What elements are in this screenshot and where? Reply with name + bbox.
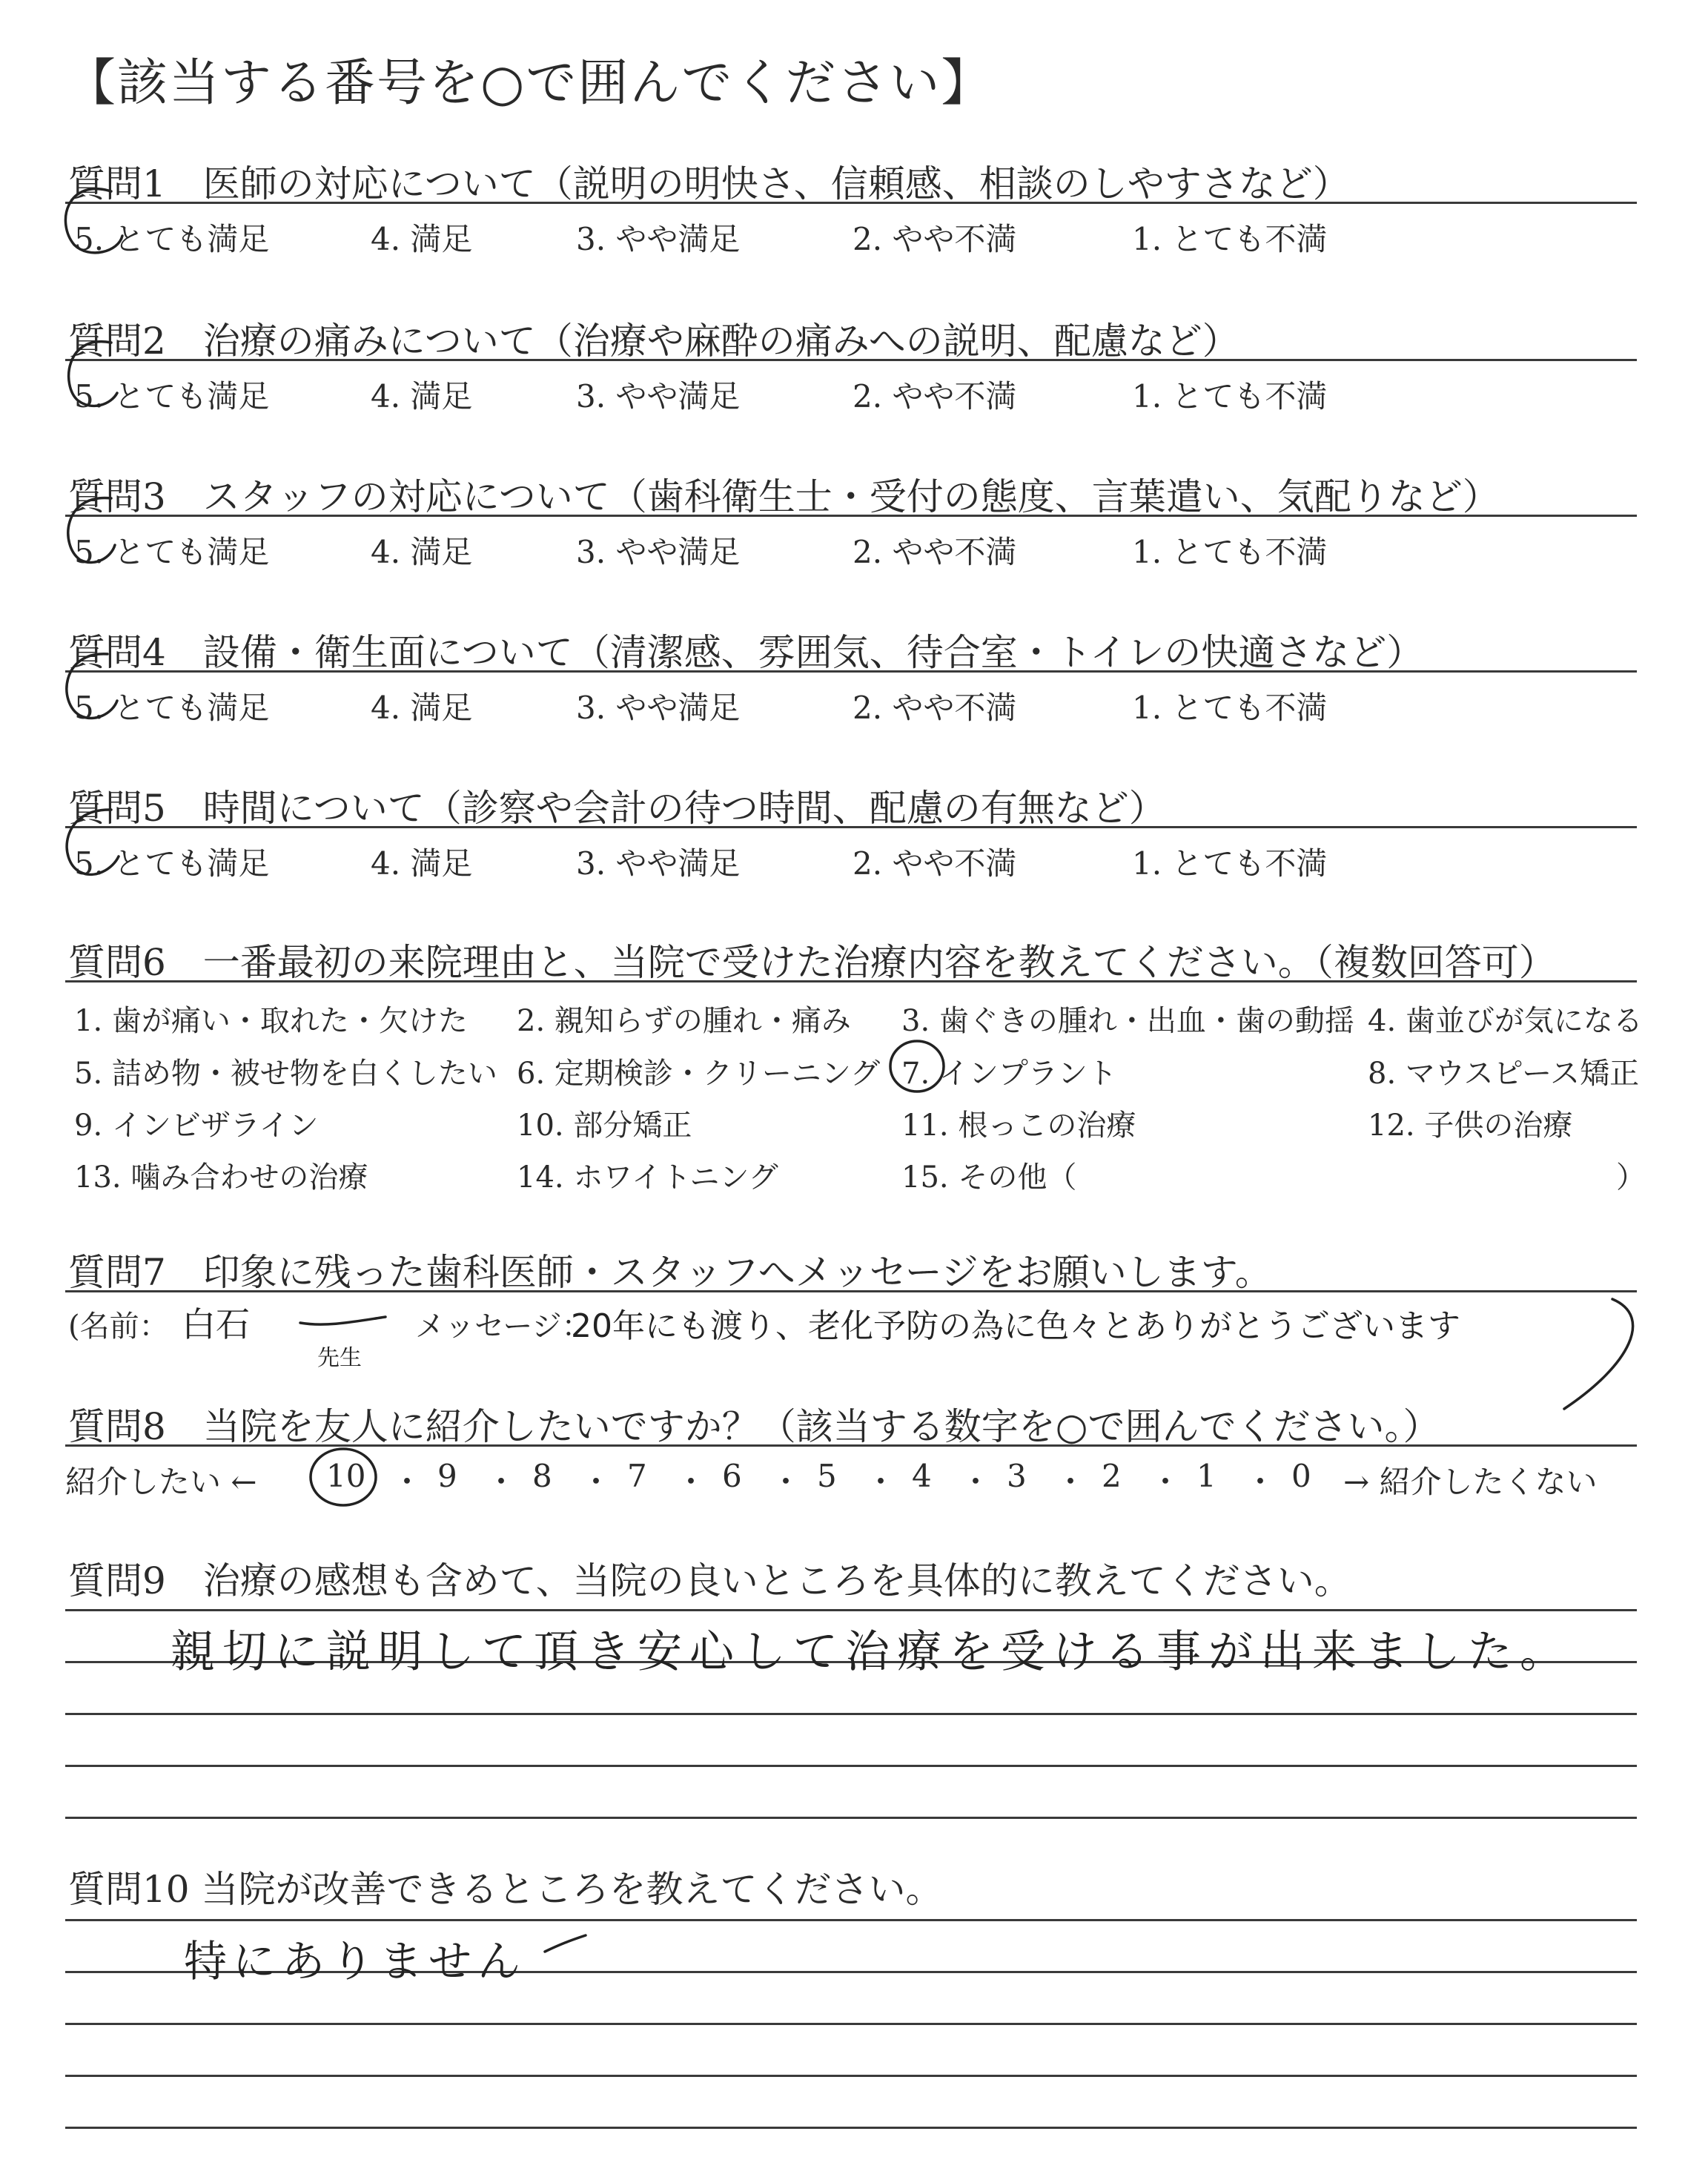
divider [65,1290,1637,1292]
q4-option-1[interactable]: 1. とても不満 [1132,690,1328,726]
q2-option-5[interactable]: 5. とても満足 [74,378,270,415]
q6-option-12[interactable]: 12. 子供の治療 [1368,1109,1573,1143]
q2-option-4[interactable]: 4. 満足 [371,378,473,415]
divider [65,515,1637,517]
q8-scale-7[interactable]: 7 [627,1458,647,1494]
divider [65,980,1637,982]
q2-title: 質問2 治療の痛みについて（治療や麻酔の痛みへの説明、配慮など） [68,320,1239,363]
q6-option-13[interactable]: 13. 噛み合わせの治療 [74,1160,368,1195]
q8-scale-5[interactable]: 5 [817,1458,837,1494]
q4-option-2[interactable]: 2. やや不満 [853,690,1017,726]
q3-option-4[interactable]: 4. 満足 [371,534,473,570]
q4-title: 質問4 設備・衛生面について（清潔感、雰囲気、待合室・トイレの快適さなど） [68,631,1424,674]
q8-scale-10[interactable]: 10 [326,1458,366,1494]
answer-line [65,1919,1637,1921]
answer-line [65,1609,1637,1611]
q6-option-6[interactable]: 6. 定期検診・クリーニング [517,1057,881,1091]
q8-left-label: 紹介したい ← [65,1464,257,1500]
q6-option-5[interactable]: 5. 詰め物・被せ物を白くしたい [74,1057,497,1091]
q7-name-label: (名前： [68,1309,169,1344]
q3-title: 質問3 スタッフの対応について（歯科衛生士・受付の態度、言葉遣い、気配りなど） [68,475,1500,518]
q1-option-5[interactable]: 5. とても満足 [74,221,270,257]
divider [65,1444,1637,1447]
q8-separator: ・ [1055,1464,1087,1500]
q10-handwritten-answer: 特にありません [184,1936,527,1986]
q1-option-2[interactable]: 2. やや不満 [853,221,1017,257]
q6-option-11[interactable]: 11. 根っこの治療 [901,1109,1136,1143]
q8-separator: ・ [675,1464,707,1500]
q2-option-1[interactable]: 1. とても不満 [1132,378,1328,415]
q6-option-8[interactable]: 8. マウスピース矯正 [1368,1057,1640,1091]
q6-option-9[interactable]: 9. インビザライン [74,1109,319,1143]
q8-right-label: → 紹介したくない [1343,1464,1598,1500]
q8-scale-6[interactable]: 6 [722,1458,742,1494]
divider [65,670,1637,673]
divider [65,359,1637,361]
q6-option-7[interactable]: 7. インプラント [901,1057,1117,1091]
q10-answer-stroke [545,1935,586,1952]
answer-line [65,1765,1637,1767]
q5-option-2[interactable]: 2. やや不満 [853,845,1017,882]
q3-option-5[interactable]: 5. とても満足 [74,534,270,570]
q8-separator: ・ [580,1464,612,1500]
q6-title: 質問6 一番最初の来院理由と、当院で受けた治療内容を教えてください。（複数回答可） [68,941,1556,984]
q3-option-2[interactable]: 2. やや不満 [853,534,1017,570]
q8-scale-4[interactable]: 4 [912,1458,932,1494]
q1-option-4[interactable]: 4. 満足 [371,221,473,257]
answer-line [65,2127,1637,2129]
q2-option-3[interactable]: 3. やや満足 [576,378,741,415]
q7-pen-flourish [1564,1299,1633,1409]
answer-line [65,1817,1637,1819]
q7-title: 質問7 印象に残った歯科医師・スタッフへメッセージをお願いします。 [68,1251,1272,1294]
q8-separator: ・ [391,1464,423,1500]
answer-line [65,1713,1637,1715]
q8-scale-1[interactable]: 1 [1196,1458,1217,1494]
q3-option-1[interactable]: 1. とても不満 [1132,534,1328,570]
q2-option-2[interactable]: 2. やや不満 [853,378,1017,415]
q5-option-4[interactable]: 4. 満足 [371,845,473,882]
q7-message-label: メッセージ： [415,1309,592,1344]
q8-scale-2[interactable]: 2 [1102,1458,1122,1494]
q6-option-2[interactable]: 2. 親知らずの腫れ・痛み [517,1004,851,1038]
q8-scale-0[interactable]: 0 [1291,1458,1311,1494]
q6-option-3[interactable]: 3. 歯ぐきの腫れ・出血・歯の動揺 [901,1004,1354,1038]
q1-title: 質問1 医師の対応について（説明の明快さ、信頼感、相談のしやすさなど） [68,162,1350,205]
q6-option-1[interactable]: 1. 歯が痛い・取れた・欠けた [74,1004,468,1038]
q8-scale-8[interactable]: 8 [532,1458,552,1494]
answer-line [65,2075,1637,2077]
form-header: 【該当する番号を○で囲んでください】 [65,54,993,113]
q8-separator: ・ [1150,1464,1182,1500]
q8-scale-9[interactable]: 9 [437,1458,457,1494]
q6-option-15[interactable]: 15. その他（ [901,1160,1077,1195]
q1-option-1[interactable]: 1. とても不満 [1132,221,1328,257]
q10-title: 質問10 当院が改善できるところを教えてください。 [68,1868,943,1911]
divider [65,826,1637,828]
q5-title: 質問5 時間について（診察や会計の待つ時間、配慮の有無など） [68,787,1166,830]
q5-option-1[interactable]: 1. とても不満 [1132,845,1328,882]
q8-separator: ・ [770,1464,802,1500]
q9-title: 質問9 治療の感想も含めて、当院の良いところを具体的に教えてください。 [68,1559,1351,1602]
q6-option-4[interactable]: 4. 歯並びが気になる [1368,1004,1643,1038]
q8-title: 質問8 当院を友人に紹介したいですか？（該当する数字を○で囲んでください。） [68,1405,1440,1448]
q4-option-5[interactable]: 5. とても満足 [74,690,270,726]
q8-separator: ・ [865,1464,897,1500]
q8-separator: ・ [1245,1464,1277,1500]
answer-line [65,2023,1637,2025]
divider [65,202,1637,204]
q1-option-3[interactable]: 3. やや満足 [576,221,741,257]
q9-handwritten-answer: 親切に説明して頂き安心して治療を受ける事が出来ました。 [171,1626,1572,1678]
q4-option-3[interactable]: 3. やや満足 [576,690,741,726]
q8-scale-3[interactable]: 3 [1007,1458,1027,1494]
q7-handwritten-message: 20年にも渡り、老化予防の為に色々とありがとうございます [571,1307,1460,1345]
q6-option-10[interactable]: 10. 部分矯正 [517,1109,692,1143]
q7-handwritten-name: 白石 [182,1304,250,1344]
q6-other-close: ） [1616,1160,1646,1195]
q4-option-4[interactable]: 4. 満足 [371,690,473,726]
q7-name-underline [300,1317,385,1324]
q7-handwritten-name-sub: 先生 [317,1345,362,1371]
q3-option-3[interactable]: 3. やや満足 [576,534,741,570]
q6-option-14[interactable]: 14. ホワイトニング [517,1160,778,1195]
q5-option-5[interactable]: 5. とても満足 [74,845,270,882]
q8-separator: ・ [486,1464,517,1500]
q8-separator: ・ [960,1464,992,1500]
q5-option-3[interactable]: 3. やや満足 [576,845,741,882]
